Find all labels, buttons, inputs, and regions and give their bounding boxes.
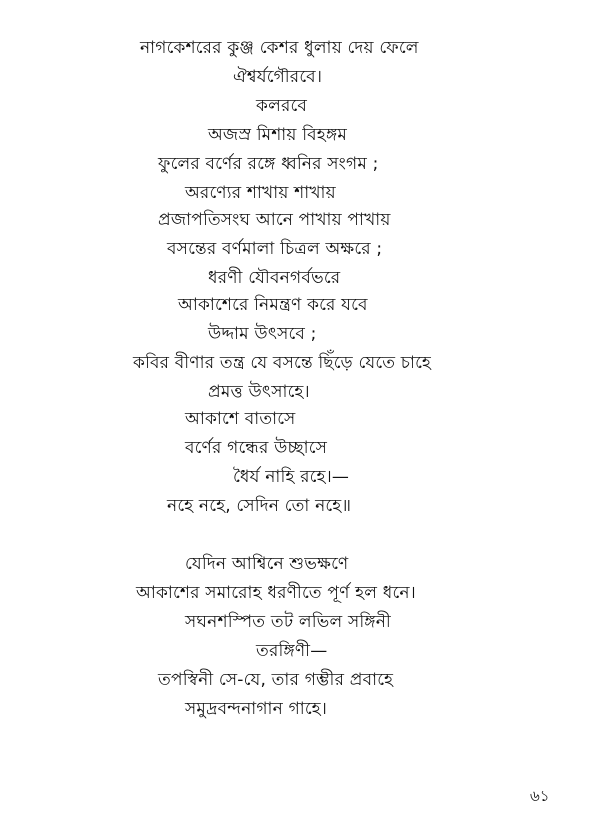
poem-line: নাগকেশরের কুঞ্জ কেশর ধুলায় দেয় ফেলে (140, 38, 419, 58)
poem-line: প্রজাপতিসংঘ আনে পাখায় পাখায় (158, 210, 391, 230)
poem-line: আকাশেরে নিমন্ত্রণ করে যবে (178, 295, 368, 315)
poem-line: তরঙ্গিণী— (256, 641, 328, 661)
poem-line: বর্ণের গন্ধের উচ্ছাসে (185, 438, 328, 458)
poem-line: অজস্র মিশায় বিহঙ্গম (208, 125, 348, 145)
poem-line: যেদিন আশ্বিনে শুভক্ষণে (185, 554, 349, 574)
poem-line: আকাশে বাতাসে (185, 409, 296, 429)
poem-line: সঘনশস্পিত তট লভিল সঙ্গিনী (185, 612, 391, 632)
poem-line: কলরবে (256, 96, 308, 116)
poem-line: ফুলের বর্ণের রঙ্গে ধ্বনির সংগম ; (158, 154, 379, 174)
poem-line: তপস্বিনী সে-যে, তার গম্ভীর প্রবাহে (158, 670, 394, 690)
poem-line: উদ্দাম উৎসবে ; (208, 324, 317, 344)
poem-line: অরণ্যের শাখায় শাখায় (185, 183, 336, 203)
poem-line: সমুদ্রবন্দনাগান গাহে। (185, 699, 328, 719)
poem-line: কবির বীণার তন্ত্র যে বসন্তে ছিঁড়ে যেতে চাহে (133, 353, 432, 373)
poem-line: ঐশ্বর্যগৌরবে। (233, 67, 323, 87)
poem-line: প্রমত্ত উৎসাহে। (208, 382, 310, 402)
poem-line: নহে নহে, সেদিন তো নহে॥ (167, 496, 352, 516)
poem-line: বসন্তের বর্ণমালা চিত্রল অক্ষরে ; (167, 239, 383, 259)
poem-line: আকাশের সমারোহ ধরণীতে পূর্ণ হল ধনে। (136, 583, 416, 603)
page-number: ৬১ (530, 787, 550, 805)
poem-line: ধৈর্য নাহি রহে।— (233, 467, 350, 487)
poem-line: ধরণী যৌবনগর্বভরে (208, 268, 341, 288)
